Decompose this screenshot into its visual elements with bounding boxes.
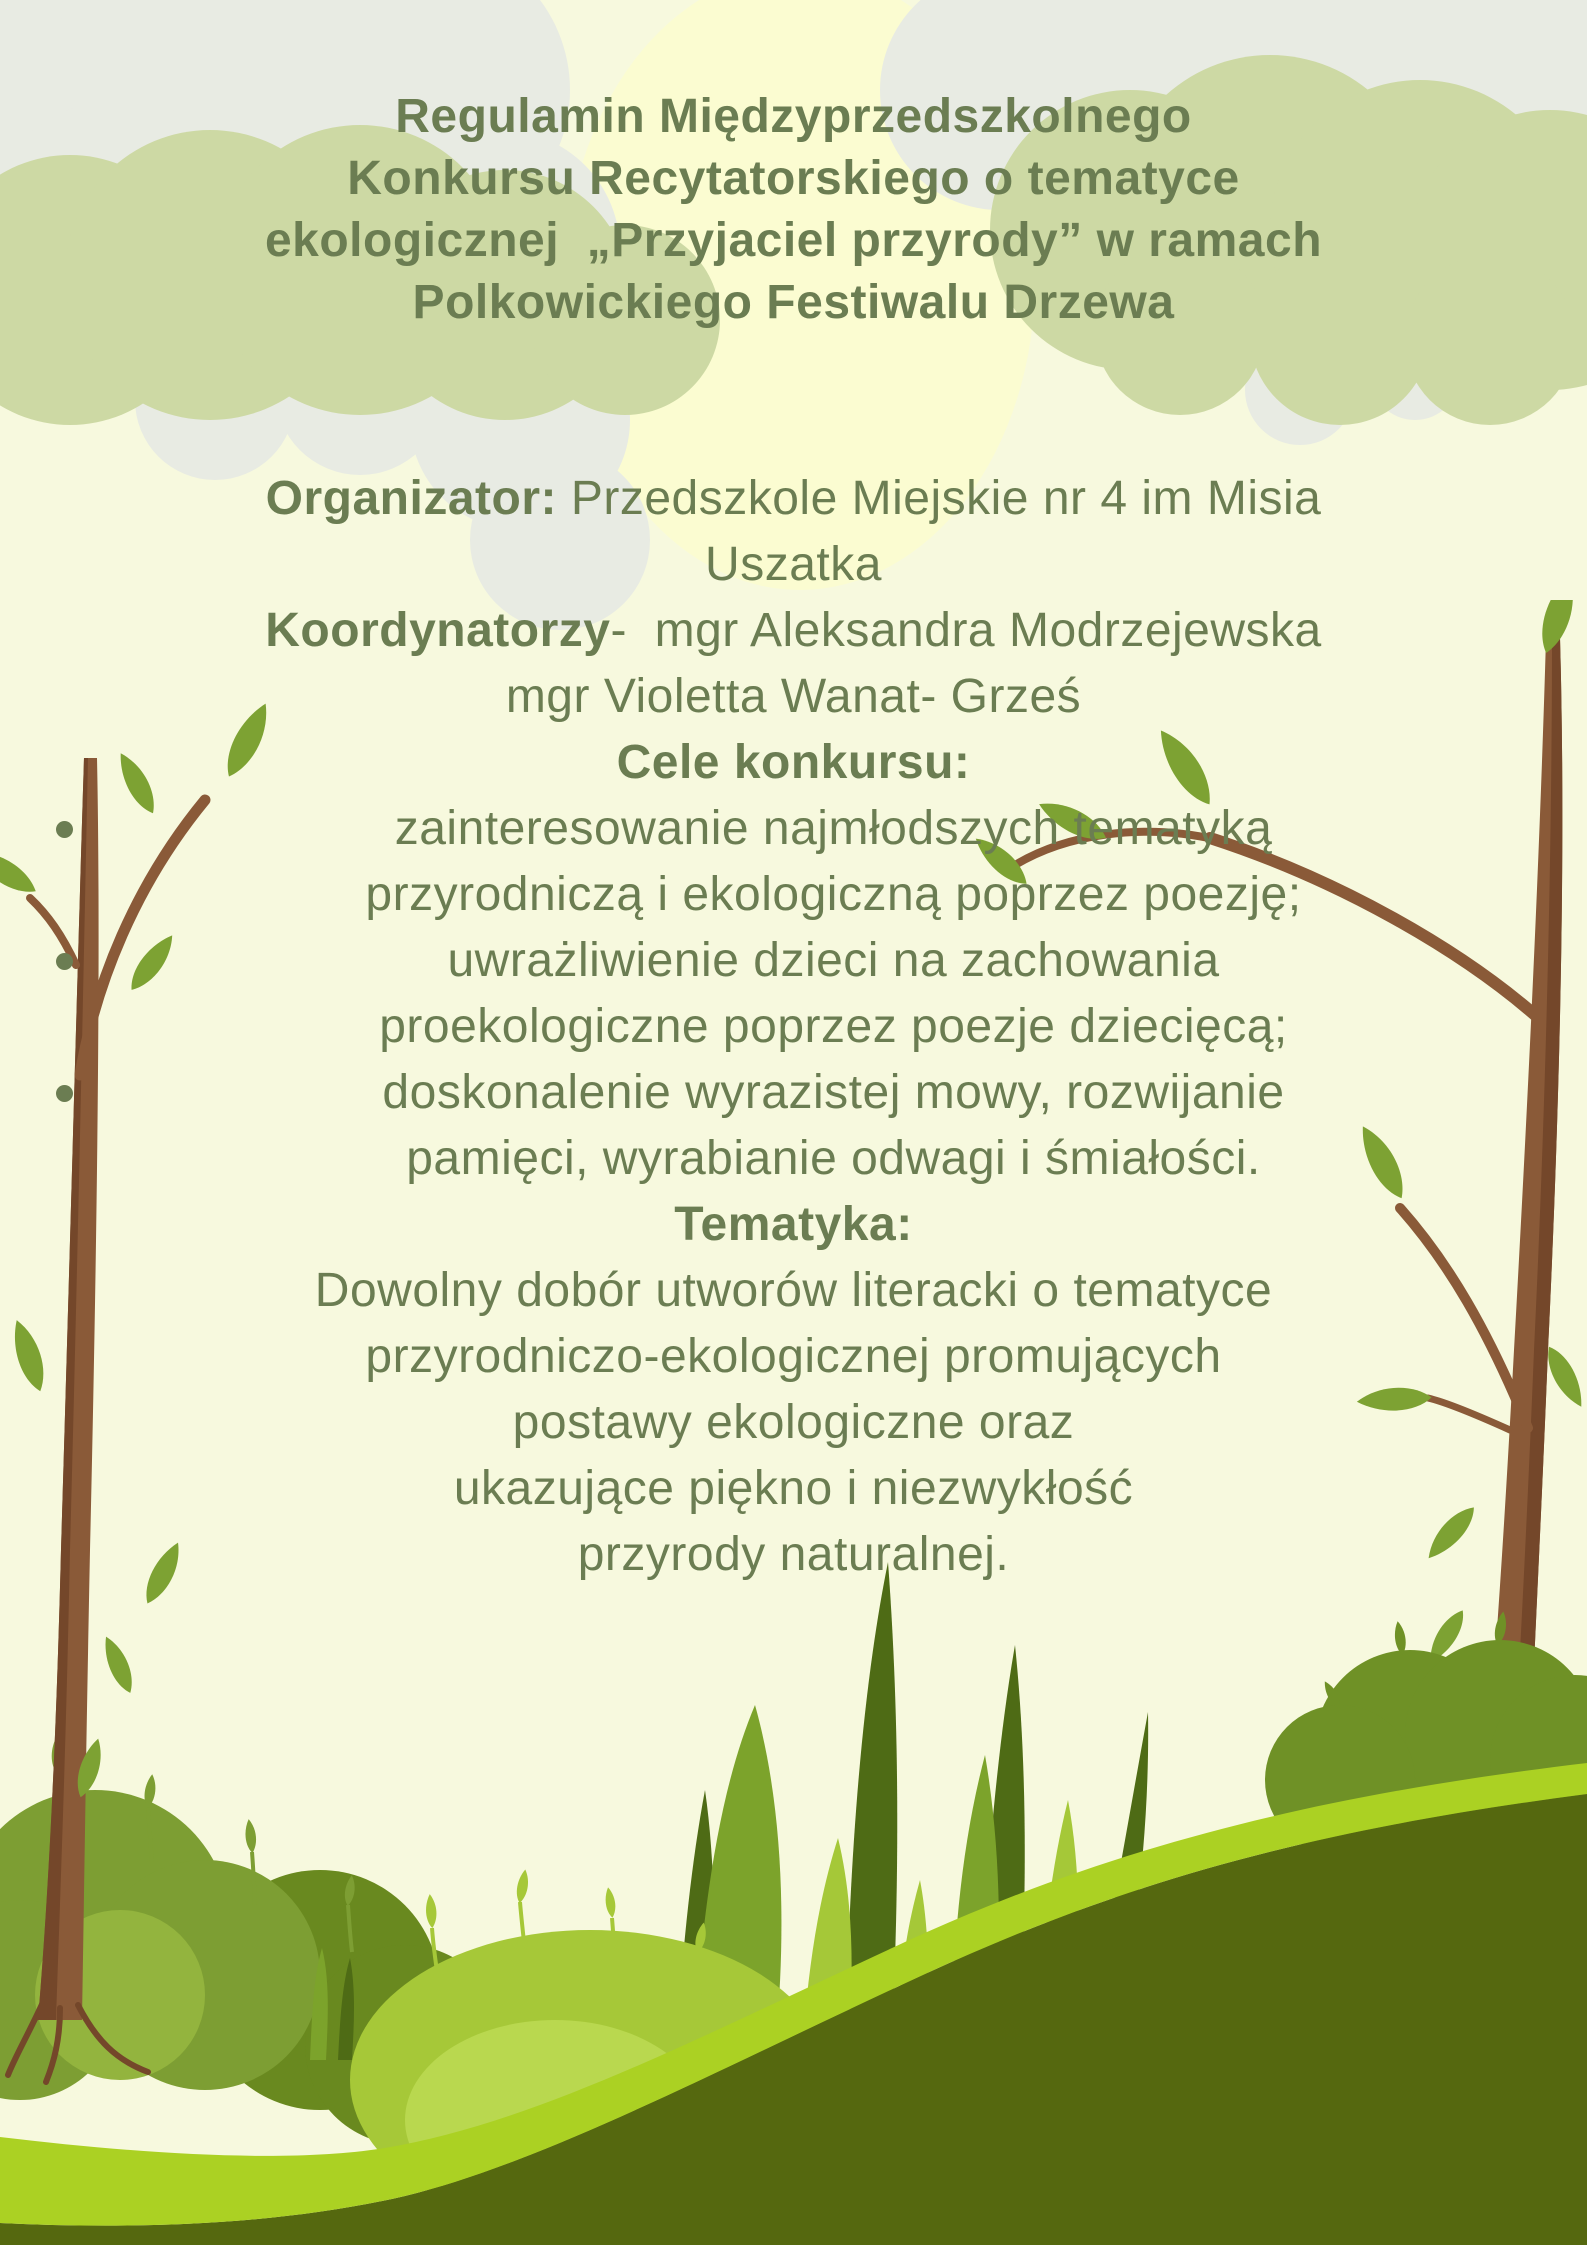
bullet-dot: [56, 821, 73, 838]
goal-item-3: [0, 1060, 1587, 1192]
bullet-dot: [56, 953, 73, 970]
themes-line-5: przyrody naturalnej.: [577, 1528, 1010, 1581]
organizer-label: Organizator:: [265, 472, 557, 525]
title-line-3: ekologicznej „Przyjaciel przyrody” w ramach: [264, 214, 1323, 267]
coordinators-value: - mgr Aleksandra Modrzejewska: [610, 604, 1322, 657]
poster-title: [0, 86, 1587, 334]
organizer-value: Przedszkole Miejskie nr 4 im Misia: [557, 472, 1322, 525]
title-line-4: Polkowickiego Festiwalu Drzewa: [412, 276, 1175, 329]
themes-line-2: przyrodniczo-ekologicznej promujących: [365, 1330, 1222, 1383]
coordinators-line: [0, 598, 1587, 664]
goal-3-line-1: doskonalenie wyrazistej mowy, rozwijanie: [382, 1066, 1285, 1119]
goal-1-line-1: zainteresowanie najmłodszych tematyką: [394, 802, 1273, 855]
goal-item-2: [0, 928, 1587, 1060]
title-line-2: Konkursu Recytatorskiego o tematyce: [347, 152, 1240, 205]
title-line-1: Regulamin Międzyprzedszkolnego: [395, 90, 1192, 143]
goal-3-line-2: pamięci, wyrabianie odwagi i śmiałości.: [406, 1132, 1261, 1185]
goals-heading: Cele konkursu:: [616, 736, 971, 789]
themes-line-3: postawy ekologiczne oraz: [512, 1396, 1075, 1449]
goal-1-line-2: przyrodniczą i ekologiczną poprzez poezję;: [365, 868, 1302, 921]
themes-line-1: Dowolny dobór utworów literacki o tematyce: [314, 1264, 1273, 1317]
goal-2-line-2: proekologiczne poprzez poezje dziecięcą;: [379, 1000, 1288, 1053]
bullet-dot: [56, 1085, 73, 1102]
poster-body: [0, 466, 1587, 1588]
themes-heading: Tematyka:: [674, 1198, 913, 1251]
coordinators-label: Koordynatorzy: [265, 604, 611, 657]
goal-2-line-1: uwrażliwienie dzieci na zachowania: [447, 934, 1220, 987]
themes-line-4: ukazujące piękno i niezwykłość: [453, 1462, 1134, 1515]
organizer-line: [0, 466, 1587, 532]
organizer-line-2: Uszatka: [705, 538, 882, 591]
coordinators-line-2: mgr Violetta Wanat- Grześ: [505, 670, 1082, 723]
goal-item-1: [0, 796, 1587, 928]
